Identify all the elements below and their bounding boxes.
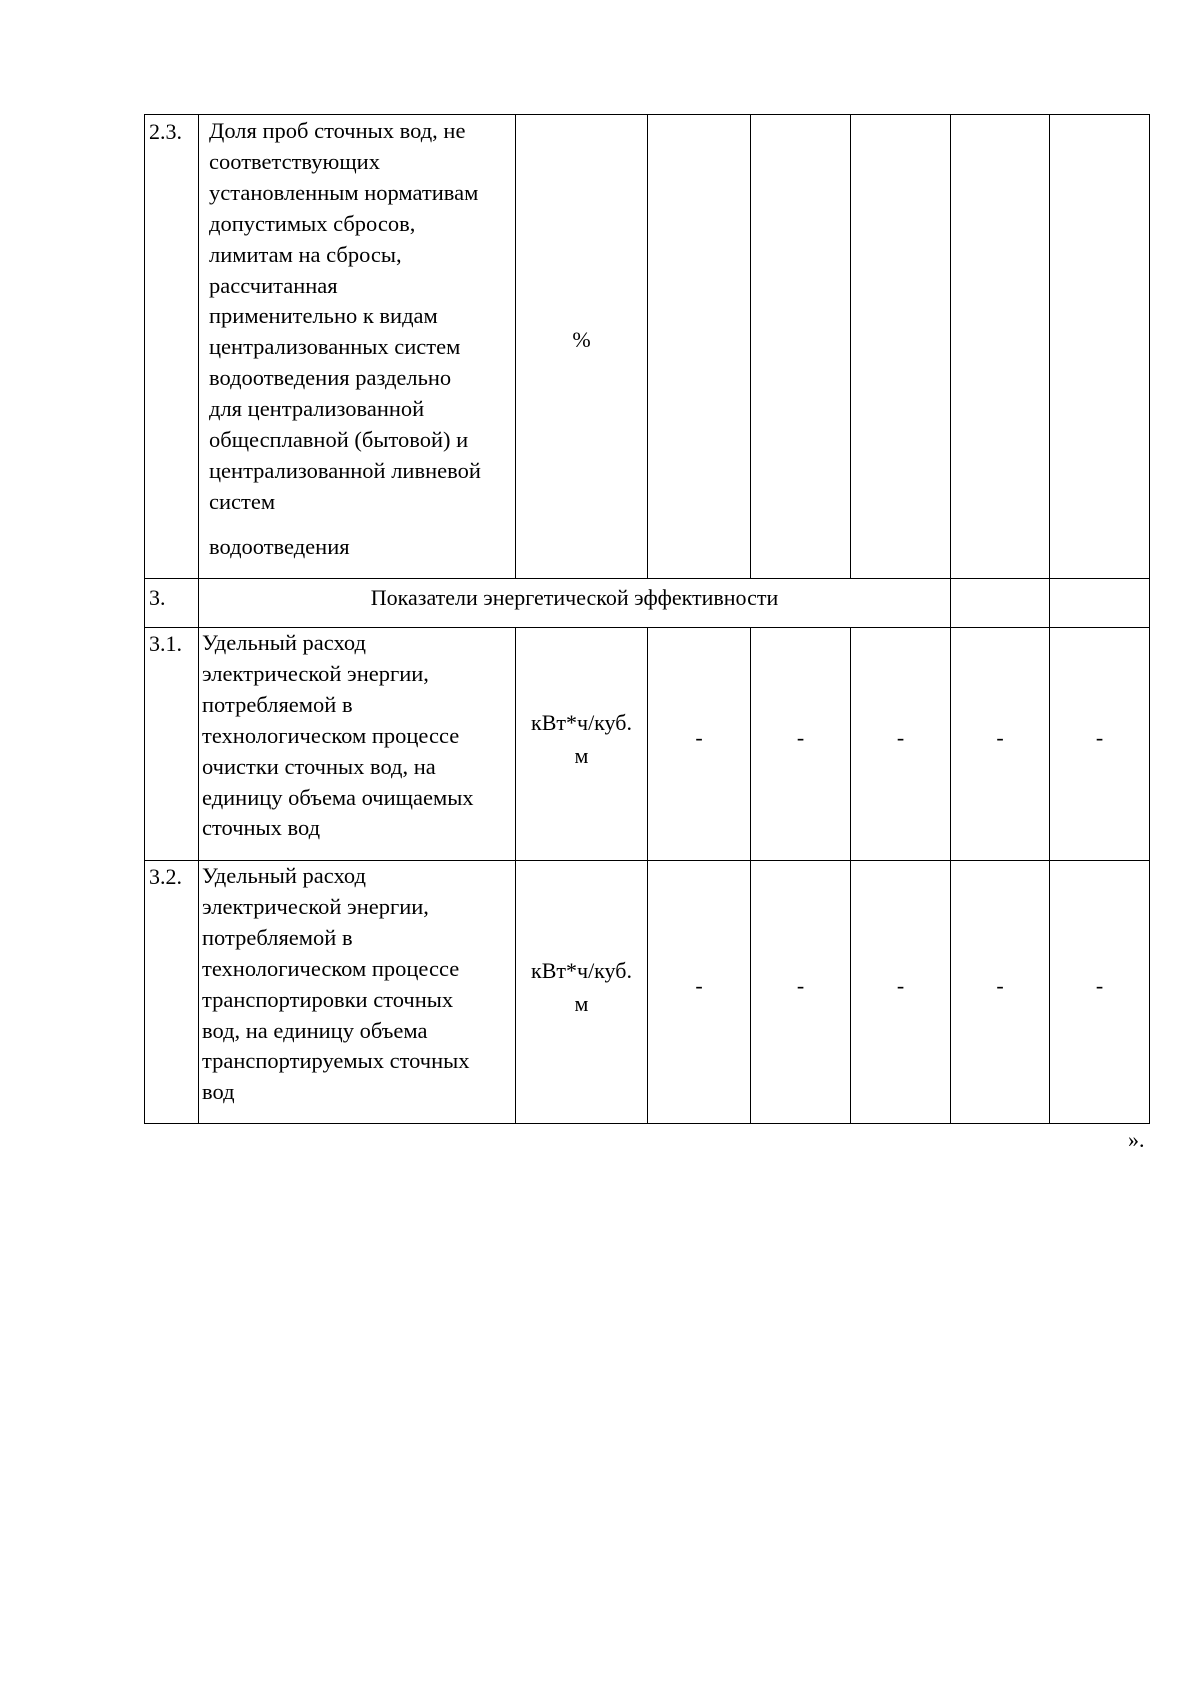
value-cell: -: [896, 725, 905, 750]
column-border: [515, 627, 516, 1124]
row-description: Удельный расход электрической энергии, потребляемой в технологическом процессе транспортировки сточных вод, на единицу объема транспортируемых сточных вод: [202, 863, 470, 1105]
row-number: 3.1.: [149, 631, 182, 656]
row-border: [144, 578, 1149, 579]
value-cell: -: [996, 725, 1004, 750]
column-border: [647, 114, 648, 578]
column-border: [850, 114, 851, 578]
row-number: 2.3.: [149, 119, 182, 144]
unit-cell: %: [572, 327, 591, 352]
unit-cell: кВт*ч/куб. м: [531, 958, 632, 1016]
unit-cell: кВт*ч/куб. м: [531, 710, 632, 768]
row-description: Доля проб сточных вод, не соответствующих установленным нормативам допустимых сбросов, лимитам на сбросы, рассчитанная применительно к видам централизованных систем водоотведения раздельно для централизованной общесплавной (бытовой) и централизованной ливневой систем: [209, 118, 481, 514]
section-title: Показатели энергетической эффективности: [370, 585, 779, 610]
column-border: [850, 627, 851, 1124]
column-border: [198, 114, 199, 1124]
value-cell: -: [695, 725, 703, 750]
value-cell: -: [695, 973, 703, 998]
value-cell: -: [796, 725, 805, 750]
column-border: [144, 114, 145, 1124]
value-cell: -: [1095, 973, 1104, 998]
row-number: 3.2.: [149, 864, 182, 889]
row-description-tail: водоотведения: [209, 534, 350, 559]
column-border: [647, 627, 648, 1124]
row-number: 3.: [149, 585, 166, 610]
column-border: [750, 114, 751, 578]
value-cell: -: [1095, 725, 1104, 750]
column-border: [1149, 114, 1150, 1124]
closing-mark: ».: [1128, 1127, 1145, 1152]
value-cell: -: [796, 973, 805, 998]
column-border: [750, 627, 751, 1124]
value-cell: -: [896, 973, 905, 998]
value-cell: -: [996, 973, 1004, 998]
row-description: Удельный расход электрической энергии, потребляемой в технологическом процессе очистки сточных вод, на единицу объема очищаемых сточных вод: [202, 630, 474, 841]
